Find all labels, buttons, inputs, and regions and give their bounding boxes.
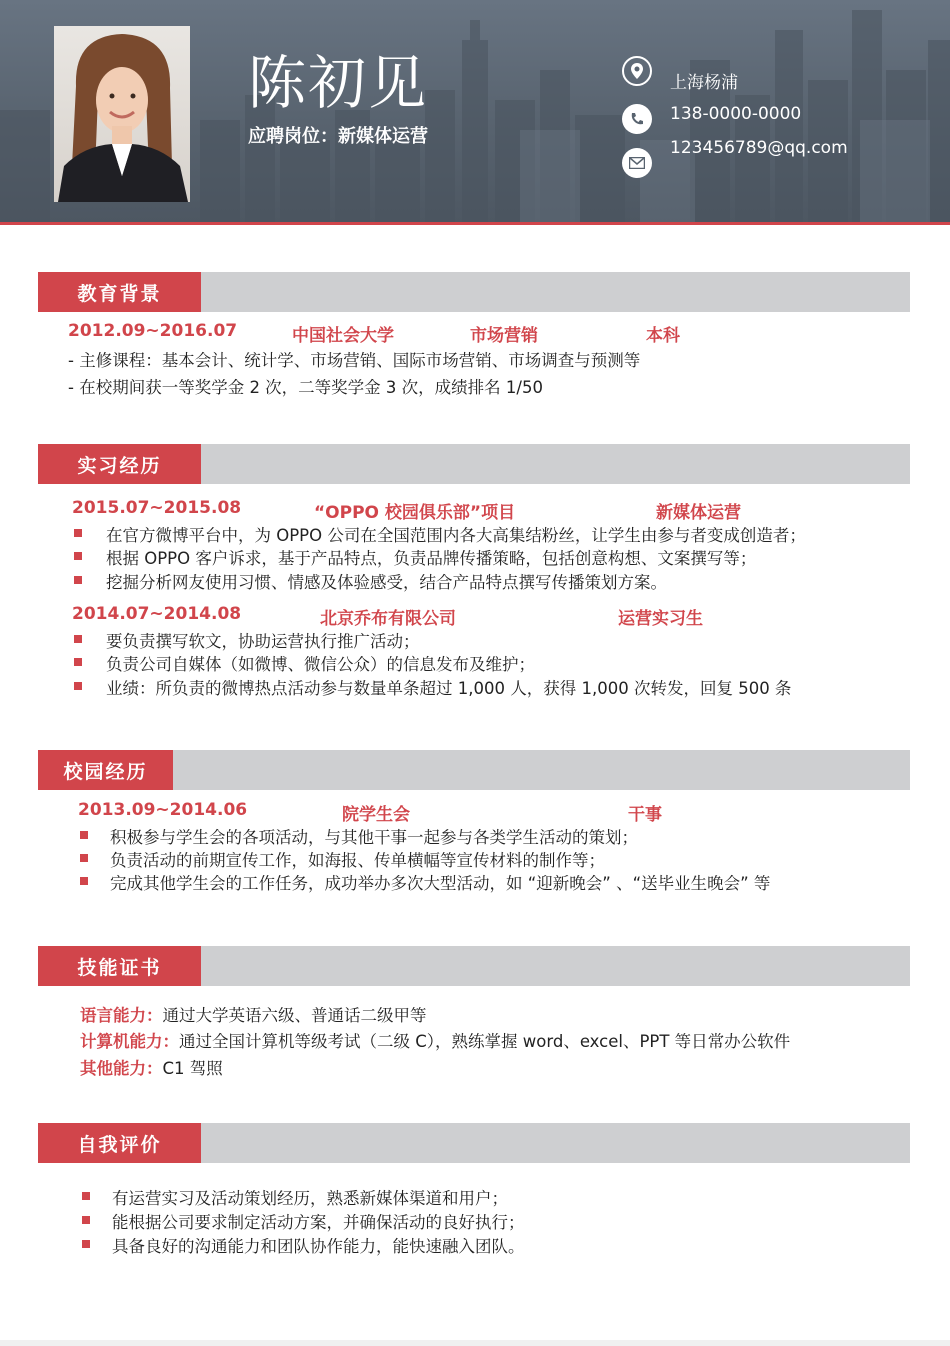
bullet-icon bbox=[74, 682, 82, 690]
list-item: 挖掘分析网友使用习惯、情感及体验感受，结合产品特点撰写传播策划方案。 bbox=[106, 573, 667, 592]
section-skills bbox=[38, 946, 910, 986]
skill-row bbox=[80, 1055, 223, 1079]
email-text: 123456789@qq.com bbox=[670, 138, 848, 158]
campus-period: 2013.09~2014.06 bbox=[78, 800, 248, 820]
header-banner bbox=[0, 0, 950, 222]
email-icon bbox=[622, 148, 652, 178]
section-education bbox=[38, 272, 910, 312]
bullet-icon bbox=[74, 576, 82, 584]
edu-degree: 本科 bbox=[646, 326, 680, 346]
edu-period: 2012.09~2016.07 bbox=[68, 321, 238, 341]
section-internship bbox=[38, 444, 910, 484]
list-item: 要负责撰写软文，协助运营执行推广活动； bbox=[106, 632, 420, 651]
edu-school: 中国社会大学 bbox=[292, 326, 394, 346]
bullet-icon bbox=[80, 831, 88, 839]
skill-row bbox=[80, 1028, 790, 1052]
section-title: 技能证书 bbox=[38, 946, 201, 986]
phone-icon bbox=[622, 104, 652, 134]
intern-period: 2015.07~2015.08 bbox=[72, 498, 242, 518]
intern-period: 2014.07~2014.08 bbox=[72, 604, 242, 624]
location-pin-icon bbox=[622, 56, 652, 86]
skill-row bbox=[80, 1002, 427, 1026]
applied-position: 应聘岗位：新媒体运营 bbox=[248, 126, 428, 147]
list-item: 具备良好的沟通能力和团队协作能力，能快速融入团队。 bbox=[112, 1237, 525, 1256]
list-item: 积极参与学生会的各项活动，与其他干事一起参与各类学生活动的策划； bbox=[110, 828, 638, 847]
list-item: 根据 OPPO 客户诉求，基于产品特点，负责品牌传播策略，包括创意构想、文案撰写等； bbox=[106, 549, 757, 568]
list-item: 业绩：所负责的微博热点活动参与数量单条超过 1,000 人，获得 1,000 次转发，回复 500 条 bbox=[106, 679, 792, 698]
intern-org: “OPPO 校园俱乐部”项目 bbox=[314, 503, 516, 523]
bullet-icon bbox=[74, 529, 82, 537]
list-item: 能根据公司要求制定活动方案，并确保活动的良好执行； bbox=[112, 1213, 525, 1232]
list-item: 有运营实习及活动策划经历，熟悉新媒体渠道和用户； bbox=[112, 1189, 508, 1208]
campus-org: 院学生会 bbox=[342, 805, 410, 825]
section-title: 校园经历 bbox=[38, 750, 173, 790]
list-item: 负责活动的前期宣传工作，如海报、传单横幅等宣传材料的制作等； bbox=[110, 851, 605, 870]
skill-label: 其他能力： bbox=[80, 1059, 163, 1078]
skill-text: 通过全国计算机等级考试（二级 C），熟练掌握 word、excel、PPT 等日常办公软件 bbox=[179, 1032, 791, 1051]
phone-text: 138-0000-0000 bbox=[670, 104, 802, 124]
bullet-icon bbox=[74, 552, 82, 560]
section-self-evaluation bbox=[38, 1123, 910, 1163]
edu-line: - 主修课程：基本会计、统计学、市场营销、国际市场营销、市场调查与预测等 bbox=[68, 351, 641, 370]
bullet-icon bbox=[82, 1216, 90, 1224]
skill-label: 计算机能力： bbox=[80, 1032, 179, 1051]
bullet-icon bbox=[82, 1192, 90, 1200]
bullet-icon bbox=[74, 635, 82, 643]
bullet-icon bbox=[80, 854, 88, 862]
skill-text: 通过大学英语六级、普通话二级甲等 bbox=[162, 1006, 427, 1025]
section-title: 教育背景 bbox=[38, 272, 201, 312]
bullet-icon bbox=[82, 1240, 90, 1248]
intern-org: 北京乔布有限公司 bbox=[320, 609, 456, 629]
intern-role: 运营实习生 bbox=[618, 609, 703, 629]
location-text: 上海杨浦 bbox=[670, 73, 738, 93]
candidate-name: 陈初见 bbox=[248, 49, 429, 117]
bullet-icon bbox=[80, 877, 88, 885]
section-title: 实习经历 bbox=[38, 444, 201, 484]
intern-role: 新媒体运营 bbox=[656, 503, 741, 523]
edu-line: - 在校期间获一等奖学金 2 次，二等奖学金 3 次，成绩排名 1/50 bbox=[68, 378, 543, 397]
edu-major: 市场营销 bbox=[470, 326, 538, 346]
header-accent-line bbox=[0, 222, 950, 225]
campus-role: 干事 bbox=[628, 805, 662, 825]
skill-text: C1 驾照 bbox=[162, 1059, 223, 1078]
bullet-icon bbox=[74, 658, 82, 666]
list-item: 在官方微博平台中，为 OPPO 公司在全国范围内各大高集结粉丝，让学生由参与者变成创造者； bbox=[106, 526, 806, 545]
skill-label: 语言能力： bbox=[80, 1006, 163, 1025]
profile-photo bbox=[54, 26, 190, 202]
section-campus bbox=[38, 750, 910, 790]
section-title: 自我评价 bbox=[38, 1123, 201, 1163]
list-item: 负责公司自媒体（如微博、微信公众）的信息发布及维护； bbox=[106, 655, 535, 674]
list-item: 完成其他学生会的工作任务，成功举办多次大型活动，如 “迎新晚会” 、“送毕业生晚会” 等 bbox=[110, 874, 771, 893]
